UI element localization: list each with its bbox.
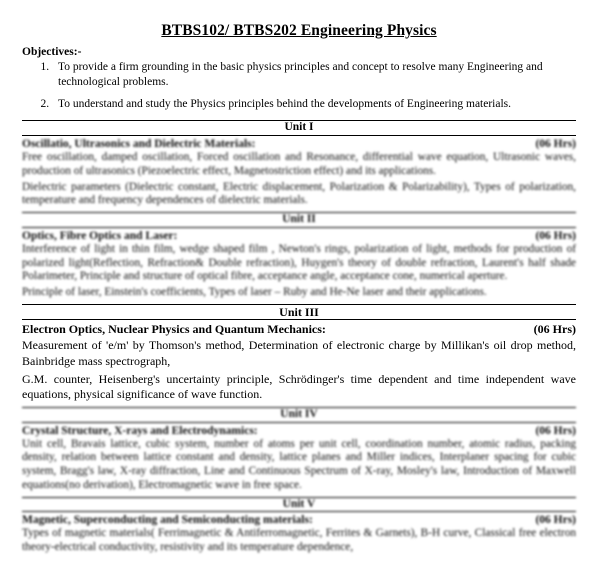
unit-body-3 bbox=[22, 338, 576, 402]
unit-body-1 bbox=[22, 151, 576, 208]
unit-title-2: Optics, Fibre Optics and Laser: bbox=[22, 229, 178, 242]
unit-body-4 bbox=[22, 438, 576, 493]
unit-title-row-2 bbox=[22, 230, 576, 242]
paragraph: Principle of laser, Einstein's coefficients, Types of laser – Ruby and He-Ne laser and their applications. bbox=[22, 286, 487, 299]
objectives-label: Objectives:- bbox=[22, 46, 82, 58]
page-title: BTBS102/ BTBS202 Engineering Physics bbox=[161, 22, 437, 39]
unit-body-2 bbox=[22, 243, 576, 300]
unit-title-1: Oscillatio, Ultrasonics and Dielectric Materials: bbox=[22, 137, 256, 150]
unit-heading-1: Unit I bbox=[22, 120, 576, 136]
unit-hours-3: (06 Hrs) bbox=[533, 322, 576, 337]
unit-section-1 bbox=[22, 138, 576, 208]
unit-title-3: Electron Optics, Nuclear Physics and Quantum Mechanics: bbox=[22, 322, 326, 337]
unit-section-3 bbox=[22, 322, 576, 402]
unit-heading-5: Unit V bbox=[22, 497, 576, 513]
paragraph: Unit cell, Bravais lattice, cubic system, number of atoms per unit cell, coordination number, atomic radius, packing density, relation between lattice constant and density, lattice planes and Miller indices, Interplaner spacing for cubic system, Bragg's law, X-ray diffraction, Line and Continuous Spectrum of X-ray, Mosley's law, Introduction of Maxwell equations(no derivation), Electromagnetic wave in free space. bbox=[22, 437, 576, 491]
unit-title-row-5 bbox=[22, 514, 576, 526]
unit-title-row-4 bbox=[22, 425, 576, 437]
unit-section-2 bbox=[22, 230, 576, 300]
unit-section-5 bbox=[22, 514, 576, 555]
paragraph: Measurement of 'e/m' by Thomson's method, Determination of electronic charge by Millikan's oil drop method, Bainbridge mass spectrograph, bbox=[22, 338, 576, 368]
unit-hours-4: (06 Hrs) bbox=[535, 424, 576, 437]
paragraph: Dielectric parameters (Dielectric constant, Electric displacement, Polarization & Polarizability), Types of polarization, temperature and frequency dependences of dielectric materials. bbox=[22, 180, 576, 207]
unit-section-4 bbox=[22, 425, 576, 493]
paragraph: G.M. counter, Heisenberg's uncertainty principle, Schrödinger's time dependent and time independent wave equations, physical significance of wave function. bbox=[22, 371, 576, 402]
paragraph: Free oscillation, damped oscillation, Forced oscillation and Resonance, differential wave equation, Ultrasonic waves, production of ultrasonics (Piezoelectric effect, Magnetostriction effect) and its applications. bbox=[22, 150, 576, 177]
unit-heading-3: Unit III bbox=[22, 304, 576, 320]
list-item: 2. To understand and study the Physics principles behind the developments of Engineering materials. bbox=[52, 97, 576, 112]
unit-hours-1: (06 Hrs) bbox=[535, 137, 576, 150]
unit-title-4: Crystal Structure, X-rays and Electrodynamics: bbox=[22, 424, 258, 437]
unit-heading-4: Unit IV bbox=[22, 407, 576, 423]
unit-hours-2: (06 Hrs) bbox=[535, 229, 576, 242]
unit-hours-5: (06 Hrs) bbox=[535, 514, 576, 527]
objectives-list bbox=[22, 60, 576, 112]
unit-title-row-3 bbox=[22, 322, 576, 337]
unit-heading-2: Unit II bbox=[22, 212, 576, 228]
paragraph: Types of magnetic materials( Ferrimagnetic & Antiferromagnetic, Ferrites & Garnets), B-H curve, Classical free electron theory-electrical conductivity, resistivity and its temperature dependence, bbox=[22, 527, 576, 554]
unit-body-5 bbox=[22, 527, 576, 555]
unit-title-5: Magnetic, Superconducting and Semiconducting materials: bbox=[22, 514, 313, 527]
unit-title-row-1 bbox=[22, 138, 576, 150]
paragraph: Interference of light in thin film, wedge shaped film , Newton's rings, polarization of light, methods for production of polarized light(Reflection, Refraction& Double refraction), Huygen's theory of double refraction, Laurent's half shade Polarimeter, Principle and structure of optical fibre, acceptance angle, acceptance cone, numerical aperture. bbox=[22, 242, 576, 283]
list-item: 1. To provide a firm grounding in the basic physics principles and concept to resolve many Engineering and technological problems. bbox=[52, 60, 576, 89]
